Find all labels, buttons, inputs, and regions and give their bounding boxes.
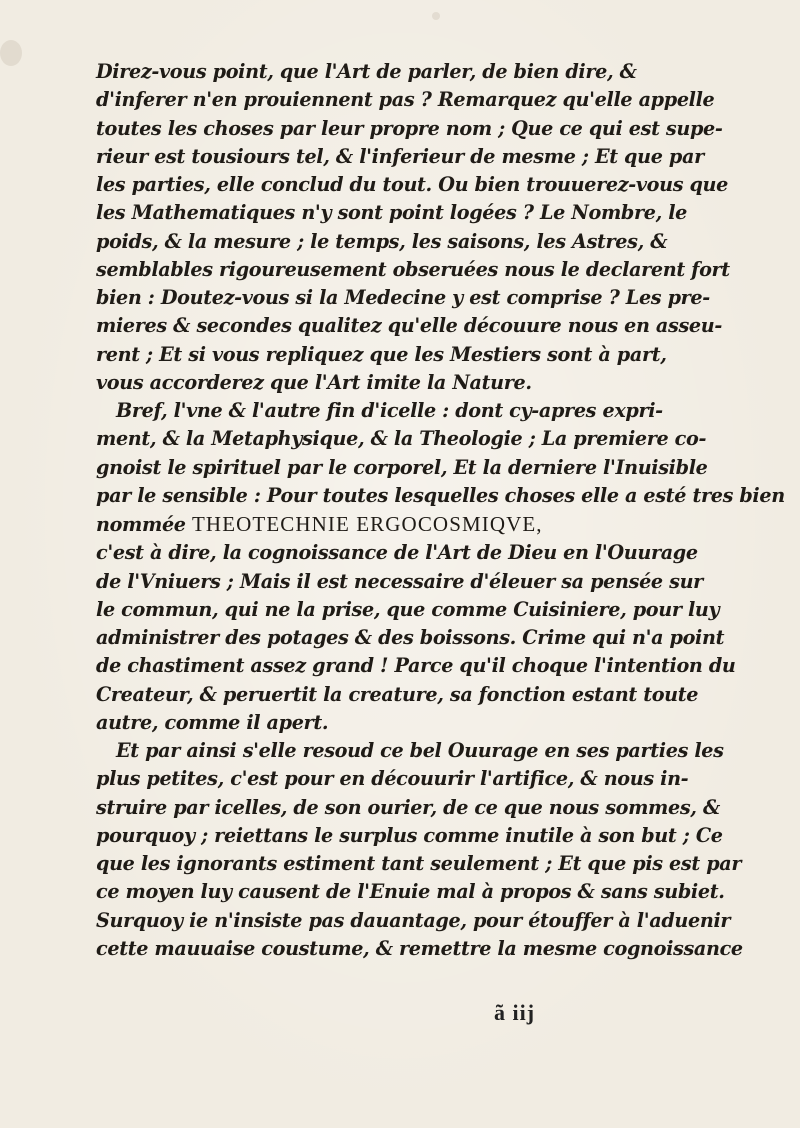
text-line: que les ignorants estiment tant seulement ; Et que pis est par xyxy=(96,852,742,875)
text-line: poids, & la mesure ; le temps, les saisons, les Astres, & xyxy=(96,229,668,253)
text-line: vous accorderez que l'Art imite la Nature. xyxy=(96,370,532,394)
text-line: c'est à dire, la cognoissance de l'Art de Dieu en l'Ouurage xyxy=(96,541,698,565)
text-line: plus petites, c'est pour en découurir l'artifice, & nous in- xyxy=(96,767,689,791)
paper-stain xyxy=(0,40,22,66)
text-line: le commun, qui ne la prise, que comme Cuisiniere, pour luy xyxy=(96,597,720,621)
text-line: administrer des potages & des boissons. Crime qui n'a point xyxy=(96,626,725,649)
text-line xyxy=(96,510,730,539)
text-line-prefix: nommée xyxy=(96,513,192,536)
text-line: ce moyen luy causent de l'Enuie mal à propos & sans subiet. xyxy=(96,880,725,904)
title-caps: THEOTECHNIE ERGOCOSMIQVE, xyxy=(192,512,543,536)
text-line: semblables rigoureusement obseruées nous le declarent fort xyxy=(96,257,730,281)
text-line: Direz-vous point, que l'Art de parler, de bien dire, & xyxy=(96,60,637,83)
paragraph-1 xyxy=(96,58,730,397)
text-line: rent ; Et si vous repliquez que les Mestiers sont à part, xyxy=(96,342,667,366)
text-line: de l'Vniuers ; Mais il est necessaire d'éleuer sa pensée sur xyxy=(96,569,703,593)
text-block xyxy=(96,58,785,963)
text-line: cette mauuaise coustume, & remettre la mesme cognoissance xyxy=(96,936,743,960)
text-line: rieur est tousiours tel, & l'inferieur de mesme ; Et que par xyxy=(96,144,704,168)
text-line: les Mathematiques n'y sont point logées ? Le Nombre, le xyxy=(96,201,688,225)
text-line: Et par ainsi s'elle resoud ce bel Ouurage en ses parties les xyxy=(116,739,724,762)
text-line: de chastiment assez grand ! Parce qu'il choque l'intention du xyxy=(96,654,736,678)
text-line: gnoist le spirituel par le corporel, Et la derniere l'Inuisible xyxy=(96,455,708,479)
text-line: mieres & secondes qualitez qu'elle découure nous en asseu- xyxy=(96,314,722,338)
text-line: Createur, & peruertit la creature, sa fonction estant toute xyxy=(96,682,699,706)
signature-mark: ã iij xyxy=(494,1000,536,1025)
text-line: Bref, l'vne & l'autre fin d'icelle : dont cy-apres expri- xyxy=(116,399,663,422)
text-line: bien : Doutez-vous si la Medecine y est comprise ? Les pre- xyxy=(96,286,710,309)
paragraph-3 xyxy=(96,737,743,963)
text-line: Surquoy ie n'insiste pas dauantage, pour étouffer à l'aduenir xyxy=(96,908,731,932)
paper-stain xyxy=(432,12,440,20)
paragraph-2 xyxy=(96,397,785,737)
text-line: par le sensible : Pour toutes lesquelles choses elle a esté tres bien xyxy=(96,483,785,507)
text-line: autre, comme il apert. xyxy=(96,710,329,734)
text-line: ment, & la Metaphysique, & la Theologie ; La premiere co- xyxy=(96,427,707,451)
text-line: struire par icelles, de son ourier, de ce que nous sommes, & xyxy=(96,795,720,819)
text-line: toutes les choses par leur propre nom ; Que ce qui est supe- xyxy=(96,116,723,140)
text-line: d'inferer n'en prouiennent pas ? Remarquez qu'elle appelle xyxy=(96,88,715,112)
text-line: les parties, elle conclud du tout. Ou bien trouuerez-vous que xyxy=(96,173,729,196)
text-line: pourquoy ; reiettans le surplus comme inutile à son but ; Ce xyxy=(96,823,723,847)
